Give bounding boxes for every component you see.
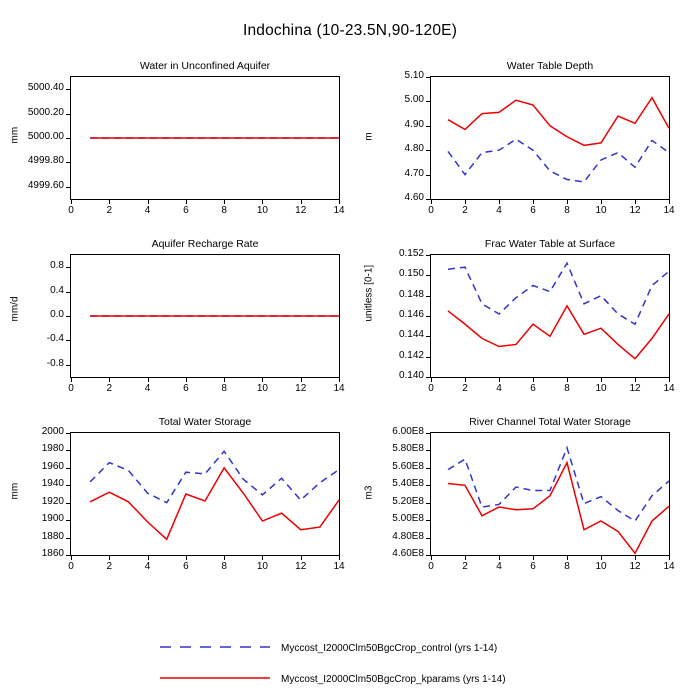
x-tick-mark bbox=[567, 200, 568, 204]
y-tick-label: -0.8 bbox=[46, 357, 64, 369]
x-tick-mark bbox=[262, 200, 263, 204]
x-tick-mark bbox=[109, 378, 110, 382]
y-tick-label: 1980 bbox=[41, 443, 64, 455]
x-tick-label: 4 bbox=[144, 561, 151, 572]
x-tick-mark bbox=[224, 200, 225, 204]
y-tick-mark bbox=[426, 450, 430, 451]
series-line-control bbox=[448, 139, 669, 182]
x-tick-mark bbox=[431, 556, 432, 560]
x-tick-label: 12 bbox=[629, 205, 641, 216]
x-tick-label: 12 bbox=[295, 561, 307, 572]
y-tick-label: 5000.20 bbox=[27, 106, 64, 118]
y-tick-mark bbox=[66, 555, 70, 556]
x-tick-label: 0 bbox=[68, 383, 74, 394]
y-tick-mark bbox=[426, 199, 430, 200]
y-tick-label: 4.80E8 bbox=[392, 530, 424, 542]
y-tick-mark bbox=[426, 275, 430, 276]
y-tick-mark bbox=[66, 267, 70, 268]
x-tick-label: 8 bbox=[564, 205, 570, 216]
y-tick-mark bbox=[66, 138, 70, 139]
y-tick-mark bbox=[66, 433, 70, 434]
y-tick-label: 5.00E8 bbox=[392, 513, 424, 525]
y-tick-mark bbox=[426, 468, 430, 469]
chart-title-aquifer-recharge-rate: Aquifer Recharge Rate bbox=[151, 238, 259, 250]
x-tick-label: 6 bbox=[183, 561, 189, 572]
series-line-kparams bbox=[448, 463, 669, 554]
x-tick-label: 4 bbox=[496, 205, 502, 216]
y-tick-mark bbox=[426, 126, 430, 127]
y-tick-label: 1940 bbox=[41, 478, 64, 490]
y-tick-mark bbox=[426, 150, 430, 151]
x-tick-label: 2 bbox=[106, 561, 113, 572]
x-tick-label: 8 bbox=[564, 561, 570, 572]
y-axis-label-aquifer-recharge-rate: mm/d bbox=[9, 296, 21, 322]
x-tick-mark bbox=[635, 378, 636, 382]
x-tick-mark bbox=[431, 378, 432, 382]
x-tick-mark bbox=[669, 200, 670, 204]
legend-label-control: Myccost_I2000Clm50BgcCrop_control (yrs 1-14) bbox=[281, 643, 498, 654]
x-tick-label: 6 bbox=[530, 383, 536, 394]
y-tick-label: 5.80E8 bbox=[392, 443, 424, 455]
x-tick-label: 12 bbox=[629, 383, 641, 394]
x-tick-mark bbox=[262, 378, 263, 382]
series-line-kparams bbox=[448, 306, 669, 359]
y-tick-mark bbox=[66, 114, 70, 115]
y-tick-label: 0.150 bbox=[398, 268, 424, 280]
plot-area-aquifer-recharge-rate bbox=[70, 254, 340, 378]
y-axis-label-water-in-unconfined-aquifer: mm bbox=[9, 126, 21, 144]
x-tick-label: 12 bbox=[629, 561, 641, 572]
y-tick-label: 4999.80 bbox=[27, 155, 64, 167]
y-tick-mark bbox=[426, 316, 430, 317]
y-tick-label: 4.70 bbox=[404, 167, 424, 179]
x-tick-mark bbox=[601, 378, 602, 382]
y-tick-mark bbox=[66, 365, 70, 366]
x-tick-mark bbox=[533, 556, 534, 560]
y-tick-label: 5.20E8 bbox=[392, 495, 424, 507]
x-tick-mark bbox=[601, 556, 602, 560]
y-tick-label: 5000.00 bbox=[27, 131, 64, 142]
x-tick-mark bbox=[635, 200, 636, 204]
x-tick-mark bbox=[431, 200, 432, 204]
y-tick-mark bbox=[426, 503, 430, 504]
x-tick-label: 14 bbox=[663, 561, 675, 572]
x-tick-label: 10 bbox=[595, 205, 607, 216]
y-tick-mark bbox=[66, 316, 70, 317]
x-tick-label: 4 bbox=[496, 383, 502, 394]
chart-title-water-table-depth: Water Table Depth bbox=[506, 60, 594, 72]
legend-swatch-control bbox=[160, 640, 270, 654]
x-tick-mark bbox=[339, 556, 340, 560]
legend-swatch-kparams bbox=[160, 671, 270, 685]
y-tick-mark bbox=[66, 520, 70, 521]
series-line-kparams bbox=[448, 98, 669, 146]
chart-title-water-in-unconfined-aquifer: Water in Unconfined Aquifer bbox=[139, 60, 271, 72]
x-tick-mark bbox=[465, 378, 466, 382]
x-tick-label: 2 bbox=[106, 205, 113, 216]
plot-area-water-in-unconfined-aquifer bbox=[70, 76, 340, 200]
y-tick-mark bbox=[66, 292, 70, 293]
y-tick-label: 5.40E8 bbox=[392, 478, 424, 490]
y-tick-label: 0.140 bbox=[398, 370, 424, 381]
x-tick-label: 10 bbox=[256, 205, 268, 216]
x-tick-label: 6 bbox=[183, 383, 189, 394]
x-tick-mark bbox=[148, 378, 149, 382]
x-tick-label: 2 bbox=[462, 561, 468, 572]
y-tick-mark bbox=[426, 485, 430, 486]
x-tick-mark bbox=[186, 556, 187, 560]
x-tick-label: 0 bbox=[428, 561, 434, 572]
x-tick-label: 8 bbox=[564, 383, 570, 394]
x-tick-label: 6 bbox=[530, 561, 536, 572]
y-tick-mark bbox=[66, 187, 70, 188]
y-tick-label: 4.60E8 bbox=[392, 548, 424, 559]
x-tick-mark bbox=[109, 200, 110, 204]
x-tick-mark bbox=[262, 556, 263, 560]
x-tick-mark bbox=[224, 378, 225, 382]
y-tick-label: 0.8 bbox=[50, 260, 64, 272]
plot-area-total-water-storage bbox=[70, 432, 340, 556]
y-tick-label: 4999.60 bbox=[27, 179, 64, 191]
y-axis-label-river-channel-total-water-storage: m3 bbox=[363, 485, 375, 500]
x-tick-mark bbox=[186, 200, 187, 204]
series-line-control bbox=[90, 451, 339, 502]
x-tick-label: 14 bbox=[333, 205, 345, 216]
y-tick-mark bbox=[66, 485, 70, 486]
x-tick-mark bbox=[71, 200, 72, 204]
x-tick-label: 6 bbox=[183, 205, 189, 216]
y-tick-mark bbox=[66, 468, 70, 469]
x-tick-mark bbox=[499, 200, 500, 204]
x-tick-mark bbox=[301, 556, 302, 560]
y-tick-mark bbox=[426, 538, 430, 539]
x-tick-mark bbox=[567, 556, 568, 560]
y-tick-label: 0.146 bbox=[398, 309, 424, 320]
y-tick-mark bbox=[426, 336, 430, 337]
y-tick-label: 5.10 bbox=[404, 70, 424, 81]
y-tick-label: 0.142 bbox=[398, 349, 424, 361]
y-tick-mark bbox=[426, 555, 430, 556]
x-tick-mark bbox=[339, 378, 340, 382]
y-tick-label: 5000.40 bbox=[27, 82, 64, 94]
x-tick-label: 14 bbox=[333, 561, 345, 572]
x-tick-mark bbox=[148, 556, 149, 560]
y-tick-label: 0.0 bbox=[50, 309, 64, 320]
y-tick-mark bbox=[426, 101, 430, 102]
x-tick-mark bbox=[567, 378, 568, 382]
x-tick-mark bbox=[533, 378, 534, 382]
y-tick-mark bbox=[426, 357, 430, 358]
legend-entry-kparams bbox=[160, 671, 270, 685]
y-axis-label-frac-water-table-at-surface: unitless [0-1] bbox=[363, 264, 375, 322]
x-tick-label: 2 bbox=[462, 205, 468, 216]
chart-title-total-water-storage: Total Water Storage bbox=[158, 416, 252, 428]
x-tick-label: 4 bbox=[144, 383, 151, 394]
y-tick-label: 6.00E8 bbox=[392, 426, 424, 437]
x-tick-mark bbox=[635, 556, 636, 560]
x-tick-mark bbox=[339, 200, 340, 204]
series-line-control bbox=[448, 263, 669, 324]
y-tick-label: 1960 bbox=[41, 460, 64, 472]
plot-area-water-table-depth bbox=[430, 76, 670, 200]
x-tick-label: 6 bbox=[530, 205, 536, 216]
y-tick-mark bbox=[66, 503, 70, 504]
x-tick-label: 14 bbox=[333, 383, 345, 394]
x-tick-mark bbox=[148, 200, 149, 204]
x-tick-mark bbox=[669, 378, 670, 382]
y-tick-label: 0.148 bbox=[398, 288, 424, 300]
page-title: Indochina (10-23.5N,90-120E) bbox=[242, 22, 458, 39]
series-line-kparams bbox=[90, 468, 339, 539]
y-axis-label-water-table-depth: m bbox=[363, 132, 375, 141]
x-tick-label: 14 bbox=[663, 205, 675, 216]
plot-area-frac-water-table-at-surface bbox=[430, 254, 670, 378]
legend-label-kparams: Myccost_I2000Clm50BgcCrop_kparams (yrs 1-14) bbox=[281, 674, 506, 685]
y-tick-mark bbox=[426, 296, 430, 297]
y-tick-label: 4.60 bbox=[404, 192, 424, 203]
x-tick-label: 10 bbox=[256, 561, 268, 572]
y-tick-mark bbox=[426, 77, 430, 78]
plot-area-river-channel-total-water-storage bbox=[430, 432, 670, 556]
x-tick-label: 12 bbox=[295, 205, 307, 216]
y-tick-label: 1920 bbox=[41, 495, 64, 507]
x-tick-label: 4 bbox=[496, 561, 502, 572]
x-tick-mark bbox=[499, 378, 500, 382]
x-tick-mark bbox=[186, 378, 187, 382]
y-tick-mark bbox=[66, 89, 70, 90]
x-tick-label: 0 bbox=[68, 205, 74, 216]
x-tick-mark bbox=[601, 200, 602, 204]
y-tick-mark bbox=[426, 433, 430, 434]
y-tick-label: 1900 bbox=[41, 513, 64, 525]
y-tick-mark bbox=[426, 175, 430, 176]
x-tick-mark bbox=[465, 556, 466, 560]
x-tick-label: 14 bbox=[663, 383, 675, 394]
y-tick-label: 0.152 bbox=[398, 248, 424, 259]
y-axis-label-total-water-storage: mm bbox=[9, 482, 21, 500]
y-tick-label: 4.80 bbox=[404, 143, 424, 155]
x-tick-label: 4 bbox=[144, 205, 151, 216]
x-tick-mark bbox=[224, 556, 225, 560]
x-tick-label: 0 bbox=[428, 383, 434, 394]
x-tick-label: 2 bbox=[106, 383, 113, 394]
x-tick-label: 12 bbox=[295, 383, 307, 394]
y-tick-mark bbox=[66, 538, 70, 539]
y-tick-mark bbox=[66, 162, 70, 163]
y-tick-label: 0.4 bbox=[50, 284, 64, 296]
x-tick-label: 0 bbox=[428, 205, 434, 216]
y-tick-label: 1860 bbox=[41, 548, 64, 559]
y-tick-label: 0.144 bbox=[398, 329, 424, 341]
x-tick-label: 8 bbox=[221, 561, 227, 572]
x-tick-label: 8 bbox=[221, 205, 227, 216]
y-tick-label: 5.00 bbox=[404, 94, 424, 106]
x-tick-mark bbox=[533, 200, 534, 204]
y-tick-label: -0.4 bbox=[46, 333, 64, 345]
y-tick-label: 5.60E8 bbox=[392, 460, 424, 472]
x-tick-mark bbox=[71, 556, 72, 560]
series-line-control bbox=[448, 448, 669, 521]
x-tick-mark bbox=[499, 556, 500, 560]
x-tick-label: 2 bbox=[462, 383, 468, 394]
x-tick-mark bbox=[669, 556, 670, 560]
y-tick-mark bbox=[426, 377, 430, 378]
x-tick-label: 10 bbox=[595, 383, 607, 394]
y-tick-mark bbox=[66, 450, 70, 451]
x-tick-mark bbox=[301, 378, 302, 382]
legend-entry-control bbox=[160, 640, 270, 654]
x-tick-label: 10 bbox=[256, 383, 268, 394]
x-tick-mark bbox=[301, 200, 302, 204]
x-tick-label: 10 bbox=[595, 561, 607, 572]
chart-title-frac-water-table-at-surface: Frac Water Table at Surface bbox=[484, 238, 616, 250]
y-tick-mark bbox=[66, 340, 70, 341]
x-tick-mark bbox=[109, 556, 110, 560]
y-tick-label: 4.90 bbox=[404, 118, 424, 130]
x-tick-label: 0 bbox=[68, 561, 74, 572]
x-tick-mark bbox=[465, 200, 466, 204]
y-tick-mark bbox=[426, 520, 430, 521]
chart-title-river-channel-total-water-storage: River Channel Total Water Storage bbox=[469, 416, 631, 428]
y-tick-label: 2000 bbox=[41, 426, 64, 437]
y-tick-label: 1880 bbox=[41, 530, 64, 542]
x-tick-label: 8 bbox=[221, 383, 227, 394]
x-tick-mark bbox=[71, 378, 72, 382]
y-tick-mark bbox=[426, 255, 430, 256]
